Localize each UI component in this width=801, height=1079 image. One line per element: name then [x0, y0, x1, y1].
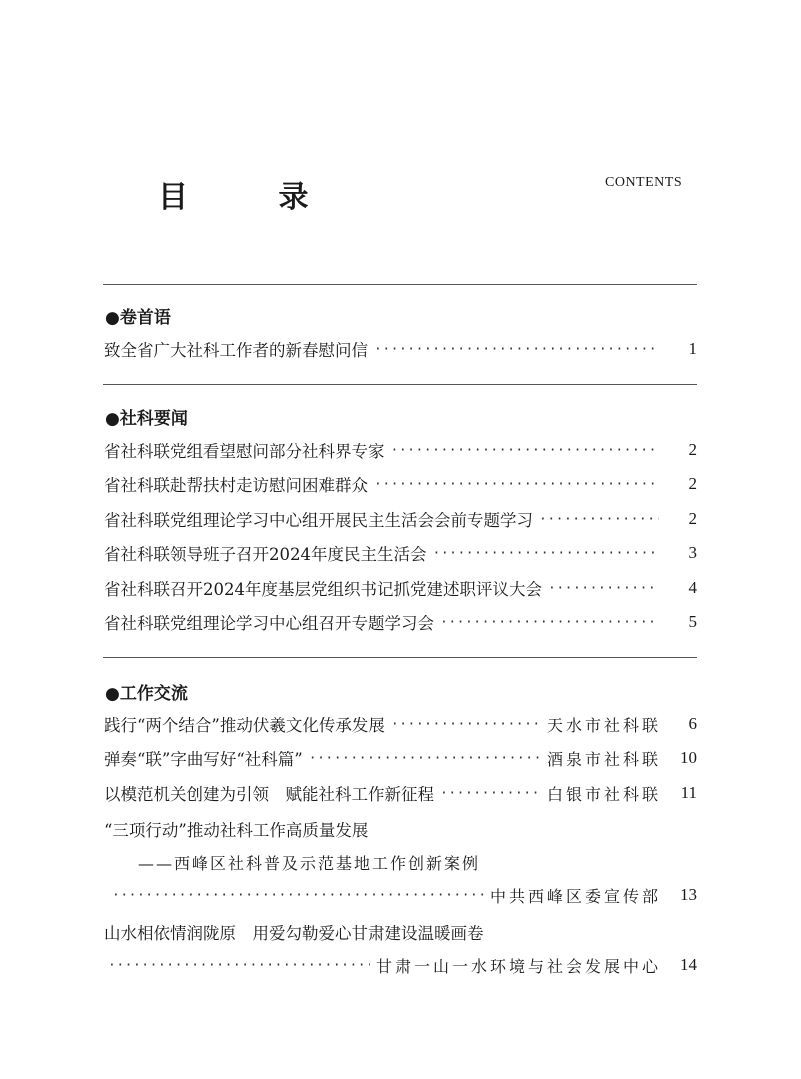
- section-divider: [103, 657, 697, 658]
- toc-entry-title: 省社科联领导班子召开2024年度民主生活会: [104, 545, 427, 564]
- leader-dots: [548, 581, 659, 596]
- toc-entry-title: 弹奏“联”字曲写好“社科篇”: [104, 750, 303, 769]
- leader-dots: [374, 477, 659, 492]
- toc-entry-title: 践行“两个结合”推动伏羲文化传承发展: [104, 716, 385, 735]
- toc-entry-author: 甘肃一山一水环境与社会发展中心: [375, 956, 661, 976]
- page-title: 目 录: [158, 180, 349, 215]
- leader-dots: [433, 546, 660, 561]
- toc-entry[interactable]: [104, 472, 697, 496]
- toc-entry-page: 3: [688, 543, 697, 562]
- toc-entry[interactable]: [104, 781, 697, 805]
- leader-dots: [108, 958, 370, 973]
- leader-dots: [374, 342, 659, 357]
- toc-entry[interactable]: [104, 746, 697, 770]
- toc-entry[interactable]: [104, 541, 697, 565]
- leader-dots: [539, 512, 659, 527]
- toc-entry-page: 2: [688, 509, 697, 528]
- contents-label: CONTENTS: [605, 175, 683, 190]
- toc-entry-title: 以模范机关创建为引领 赋能社科工作新征程: [104, 785, 434, 804]
- toc-entry-author: 酒泉市社科联: [546, 749, 661, 769]
- toc-entry[interactable]: [104, 576, 697, 600]
- toc-entry-page: 14: [680, 955, 697, 974]
- toc-entry-subtitle: ——西峰区社科普及示范基地工作创新案例: [138, 854, 481, 873]
- section-heading: ●社科要闻: [105, 409, 188, 429]
- section-divider: [103, 384, 697, 385]
- toc-entry-title[interactable]: “三项行动”推动社科工作高质量发展: [104, 821, 369, 840]
- toc-entry-author: 天水市社科联: [546, 715, 661, 735]
- toc-entry-title: 省社科联党组看望慰问部分社科界专家: [104, 442, 385, 461]
- toc-entry-author: 中共西峰区委宣传部: [489, 886, 661, 906]
- toc-entry[interactable]: [108, 953, 697, 977]
- toc-entry[interactable]: [104, 438, 697, 462]
- toc-entry-title: 省社科联召开2024年度基层党组织书记抓党建述职评议大会: [104, 580, 542, 599]
- leader-dots: [440, 615, 659, 630]
- toc-entry-author: 白银市社科联: [546, 784, 661, 804]
- toc-entry-page: 11: [680, 783, 697, 802]
- toc-entry-title: 省社科联党组理论学习中心组召开专题学习会: [104, 614, 434, 633]
- toc-entry-page: 6: [688, 714, 697, 733]
- leader-dots: [112, 888, 484, 903]
- toc-entry-title: 省社科联党组理论学习中心组开展民主生活会会前专题学习: [104, 511, 533, 530]
- toc-entry[interactable]: [104, 337, 697, 361]
- toc-entry[interactable]: [104, 712, 697, 736]
- toc-entry[interactable]: [112, 883, 697, 907]
- leader-dots: [391, 443, 660, 458]
- toc-entry-page: 4: [688, 578, 697, 597]
- toc-entry-page: 13: [680, 885, 697, 904]
- toc-entry-page: 5: [688, 612, 697, 631]
- toc-entry-title[interactable]: 山水相依情润陇原 用爱勾勒爱心甘肃建设温暖画卷: [104, 924, 484, 943]
- section-heading: ●工作交流: [105, 684, 188, 704]
- toc-entry[interactable]: [104, 610, 697, 634]
- toc-entry-title: 省社科联赴帮扶村走访慰问困难群众: [104, 476, 368, 495]
- toc-entry-page: 2: [688, 474, 697, 493]
- section-heading: ●卷首语: [105, 308, 171, 328]
- toc-entry[interactable]: [104, 507, 697, 531]
- leader-dots: [309, 751, 541, 766]
- toc-entry-page: 10: [680, 748, 697, 767]
- toc-entry-title: 致全省广大社科工作者的新春慰问信: [104, 341, 368, 360]
- toc-entry-page: 2: [688, 440, 697, 459]
- leader-dots: [391, 717, 541, 732]
- toc-entry-page: 1: [688, 339, 697, 358]
- section-divider: [103, 284, 697, 285]
- leader-dots: [440, 786, 541, 801]
